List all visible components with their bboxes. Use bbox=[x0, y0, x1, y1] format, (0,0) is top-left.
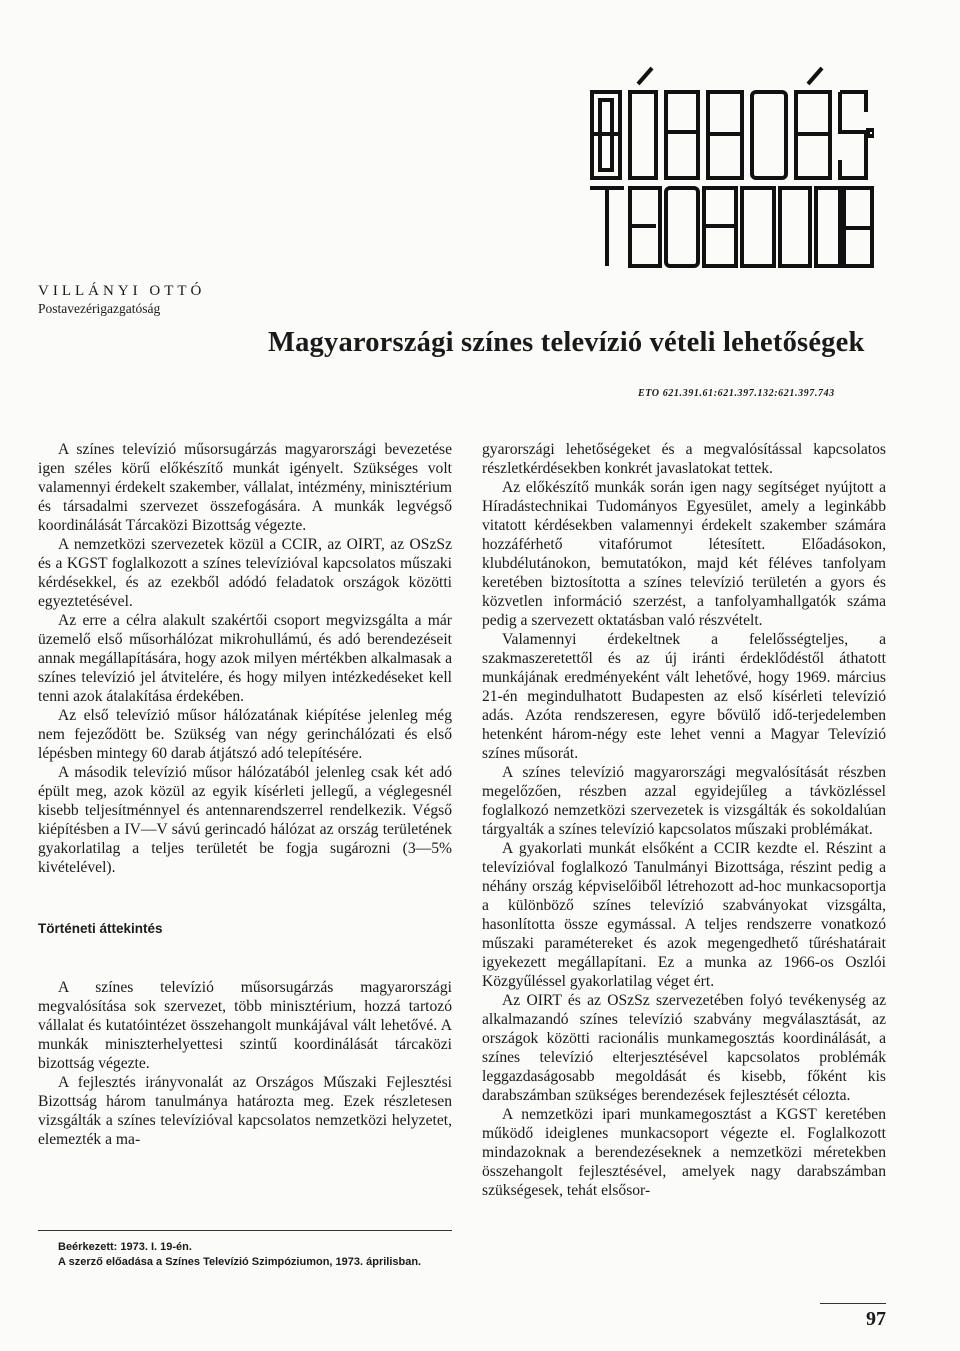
footnote-note: A szerző előadása a Színes Televízió Szimpóziumon, 1973. áprilisban. bbox=[58, 1255, 422, 1268]
paragraph: Valamennyi érdekeltnek a felelősségteljes, a szakmaszeretettől és az új iránti érdeklődéstől áthatott munkájának eredményeként vált lehetővé, hogy 1969. március 21-én megindulhatott Budapesten az első kísérleti televízió adás. Azóta rendszeresen, egyre bővülő idő-terjedelemben hetenként három-négy este lehet venni a Magyar Televízió színes műsorát. bbox=[482, 631, 886, 762]
author-name: VILLÁNYI OTTÓ bbox=[38, 283, 206, 299]
paragraph: A gyakorlati munkát elsőként a CCIR kezdte el. Részint a televízióval foglalkozó Tanulmányi Bizottsága, részint pedig a néhány ország képviselőiből létrehozott ad-hoc munkacsoportja a különböző színes televízió szabványokat vizsgálta, hasonlította össze egymással. A teljes rendszerre vonatkozó műszaki paramétereket és azok megengedhető tűréshatárait igyekezett megállapítani. Ez a munka az 1966-os Oszlói Közgyűléssel gyakorlatilag véget ért. bbox=[482, 840, 886, 990]
logo-line1 bbox=[592, 68, 874, 178]
paragraph: Az előkészítő munkák során igen nagy segítséget nyújtott a Híradástechnikai Tudományos Egyesület, amely a leginkább vitatott kérdésekben valamennyi érdekelt szakember számára hozzáférhető vitafórumot létesített. Előadásokon, klubdélutánokon, bemutatókon, majd két féléves tanfolyam keretében biztosította a színes televízió területén a gyors és közvetlen információ szerzést, a tanfolyamhallgatók száma pedig a szervezett oktatásban való részvételt. bbox=[482, 479, 886, 629]
logo-line2 bbox=[590, 188, 872, 266]
page-number-rule bbox=[820, 1303, 886, 1304]
footnote-received: Beérkezett: 1973. I. 19-én. bbox=[58, 1241, 192, 1253]
paragraph: Az erre a célra alakult szakértői csoport megvizsgálta a már üzemelő első műsorhálózat mikrohullámú, és adó berendezéseit annak megállapítására, hogy azok milyen mértékben alkalmasak a színes televízió jel átvitelére, és hogy milyen intézkedéseket kell tenni azok átalakítása érdekében. bbox=[38, 612, 452, 705]
paragraph: A második televízió műsor hálózatából jelenleg csak két adó épült meg, azok közül az egyik kísérleti jellegű, a véglegesnél kisebb teljesítménnyel és antennarendszerrel rendelkezik. Végső kiépítésben a IV—V sávú gerincadó hálózat az ország területének gyakorlatilag a teljes területét be fogja sugározni (3—5% kivételével). bbox=[38, 764, 452, 876]
paragraph: A nemzetközi ipari munkamegosztást a KGST keretében működő ideiglenes munkacsoport végezte el. Foglalkozott mindazoknak a berendezéseknek a nemzetközi méretekben összehangolt fejlesztésével, amelyek nagy darabszámban szükségesek, tehát elsősor- bbox=[482, 1106, 886, 1199]
section-heading: Történeti áttekintés bbox=[38, 921, 163, 936]
author-affiliation: Postavezérigazgatóság bbox=[38, 301, 161, 316]
author-block bbox=[38, 283, 205, 317]
article-title: Magyarországi színes televízió vételi lehetőségek bbox=[268, 327, 865, 358]
paragraph: Az OIRT és az OSzSz szervezetében folyó tevékenység az alkalmazandó színes televízió szabvány megválasztását, az országok közötti racionális munkamegosztás koordinálását, a színes televízió elterjesztésével kapcsolatos problémák leggazdaságosabb megoldását és kisebb, főként kis darabszámban szükséges berendezések fejlesztését célozta. bbox=[482, 992, 886, 1104]
paragraph: Az első televízió műsor hálózatának kiépítése jelenleg még nem fejeződött be. Szükség van négy gerinchálózati és első lépésben mintegy 60 darab átjátszó adó telepítésére. bbox=[38, 707, 452, 762]
page-number: 97 bbox=[866, 1308, 886, 1330]
paragraph: gyarországi lehetőségeket és a megvalósítással kapcsolatos részletkérdésekben konkrét javaslatokat tettek. bbox=[482, 441, 886, 477]
footnote-rule bbox=[38, 1230, 452, 1231]
paragraph: A színes televízió műsorsugárzás magyarországi bevezetése igen széles körű előkészítő munkát igényelt. Szükséges volt valamennyi érdekelt szakember, vállalat, intézmény, minisztérium és társadalmi szervezet összefogására. A munkák legvégső koordinálását Tárcaközi Bizottság végezte. bbox=[38, 441, 452, 534]
right-column bbox=[482, 440, 886, 1200]
eto-classification: ETO 621.391.61:621.397.132:621.397.743 bbox=[638, 388, 835, 399]
paragraph: A színes televízió műsorsugárzás magyarországi megvalósítása sok szervezet, több minisztérium, hozzá tartozó vállalat és kutatóintézet összehangolt munkájával vált lehetővé. A munkák miniszterhelyettesi szintű koordinálását tárcaközi bizottság végezte. bbox=[38, 979, 452, 1072]
paragraph: A fejlesztés irányvonalát az Országos Műszaki Fejlesztési Bizottság három tanulmánya határozta meg. Ezek részletesen vizsgálták a színes televízióval kapcsolatos nemzetközi helyzetet, elemezték a ma- bbox=[38, 1074, 452, 1148]
paragraph: A színes televízió magyarországi megvalósítását részben megelőzően, részben azzal egyidejűleg a távközléssel foglalkozó nemzetközi szervezetek is vizsgálták és sokoldalúan tárgyalták a színes televízió kapcsolatos műszaki problémákat. bbox=[482, 764, 886, 838]
left-column bbox=[38, 440, 452, 1149]
hiradastechnika-logo bbox=[586, 64, 874, 269]
footnote bbox=[38, 1240, 458, 1269]
paragraph: A nemzetközi szervezetek közül a CCIR, az OIRT, az OSzSz és a KGST foglalkozott a színes televízióval kapcsolatos műszaki kérdésekkel, és az ezekből adódó feladatok országok közötti egyeztetésével. bbox=[38, 536, 452, 610]
